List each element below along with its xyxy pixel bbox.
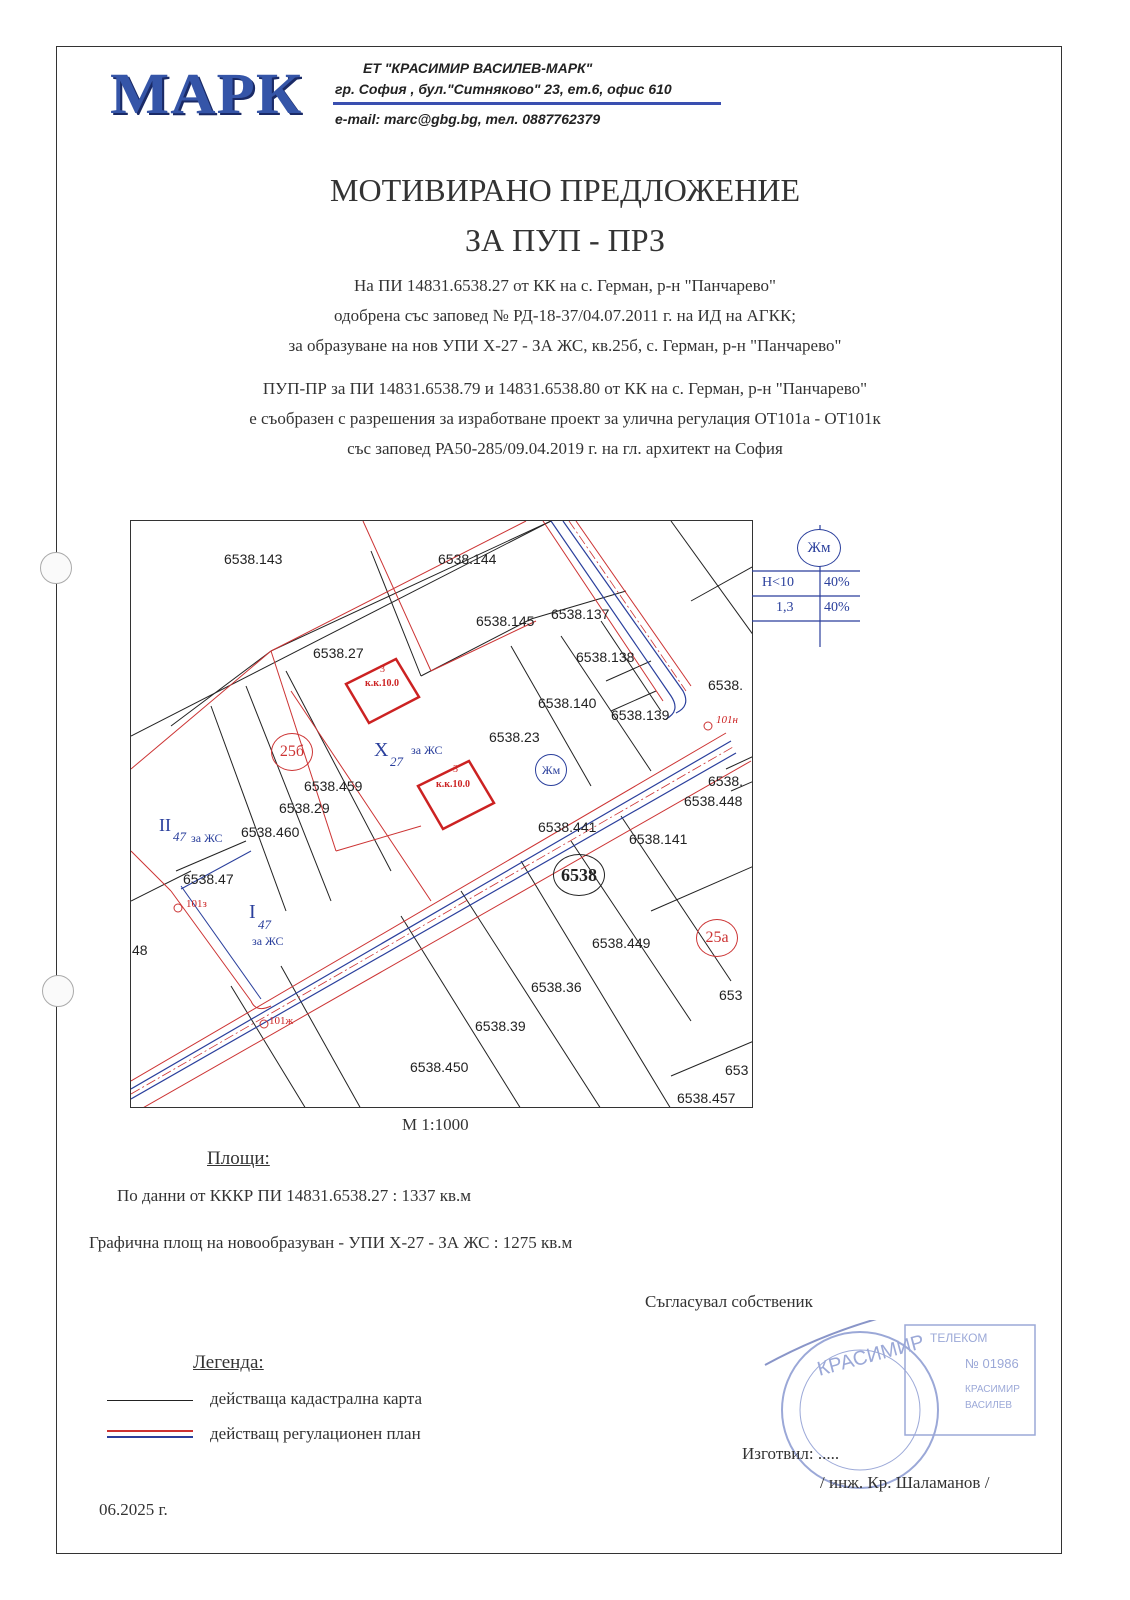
upi-i-roman: I (249, 901, 256, 923)
parcel-label: 6538.441 (538, 819, 597, 835)
parcel-label: 6538.138 (576, 649, 635, 665)
parcel-label: 653 (719, 987, 743, 1003)
parcel-label: 6538.36 (531, 979, 582, 995)
parcel-label: 6538.449 (592, 935, 651, 951)
owner-agreed: Съгласувал собственик (645, 1292, 813, 1311)
building-floors: 3 (453, 764, 458, 775)
parcel-label: 6538.47 (183, 871, 234, 887)
parcel-label: 6538.450 (410, 1059, 469, 1075)
company-name: ЕТ "КРАСИМИР ВАСИЛЕВ-МАРК" (363, 60, 593, 76)
upi-i-use: за ЖС (252, 934, 284, 948)
cadastral-map (130, 520, 753, 1108)
map-scale: М 1:1000 (402, 1115, 469, 1134)
point-label: 101н (716, 714, 738, 726)
stamp-text: КРАСИМИР (815, 1331, 927, 1381)
areas-line-1: По данни от КККР ПИ 14831.6538.27 : 1337 кв.м (117, 1186, 472, 1205)
upi-x-use: за ЖС (411, 743, 443, 757)
parcel-label: 48 (132, 942, 148, 958)
punch-hole (42, 975, 74, 1007)
zone-circle: 25а (696, 919, 738, 957)
note-line-3: със заповед РА50-285/09.04.2019 г. на гл. архитект на София (347, 439, 783, 458)
company-address: гр. София , бул."Ситняково" 23, ет.6, офис 610 (335, 81, 672, 97)
parcel-label: 6538.143 (224, 551, 283, 567)
parcel-label: 653 (725, 1062, 749, 1078)
upi-ii-roman: II (159, 815, 171, 835)
parcel-label: 6538.23 (489, 729, 540, 745)
point-label: 101ж (269, 1015, 294, 1027)
legend-item-regulation: действащ регулационен план (210, 1424, 421, 1443)
building-level: к.к.10.0 (436, 779, 471, 790)
intro-line-2: одобрена със заповед № РД-18-37/04.07.2011 г. на ИД на АГКК; (333, 306, 797, 325)
parcel-label: 6538.139 (611, 707, 670, 723)
company-logo: МАРК (110, 61, 303, 126)
block-id-circle: 6538 (553, 854, 605, 896)
legend-line-cadastre (107, 1400, 193, 1401)
zone-mark-circle: Жм (535, 754, 567, 786)
parcel-label: 6538.457 (677, 1090, 736, 1106)
building-floors: 3 (380, 664, 385, 675)
parcel-label: 6538.459 (304, 778, 363, 794)
parcel-label: 6538.145 (476, 613, 535, 629)
legend-item-cadastre: действаща кадастрална карта (210, 1389, 423, 1408)
title-line-1: МОТИВИРАНО ПРЕДЛОЖЕНИЕ (330, 172, 800, 208)
parcel-label: 6538.448 (684, 793, 743, 809)
parcel-label: 6538.140 (538, 695, 597, 711)
stamp-text: ВАСИЛЕВ (965, 1400, 1013, 1411)
upi-x-sub: 27 (390, 754, 403, 769)
parcel-label: 6538.27 (313, 645, 364, 661)
legend-line-regulation-blue (107, 1436, 193, 1438)
parcel-label: 6538. (708, 677, 744, 693)
parcel-label: 6538.39 (475, 1018, 526, 1034)
header-underline (333, 102, 721, 105)
engineer-name: / инж. Кр. Шаламанов / (820, 1473, 990, 1492)
intro-line-1: На ПИ 14831.6538.27 от КК на с. Герман, р-н "Панчарево" (354, 276, 776, 295)
stamp-text: ТЕЛЕКОМ (930, 1331, 988, 1345)
parcel-label: 6538.137 (551, 606, 610, 622)
parcel-label: 6538.29 (279, 800, 330, 816)
zone-table-kint: 1,3 (776, 600, 794, 615)
parcel-label: 6538.144 (438, 551, 497, 567)
zone-circle: 25б (271, 733, 313, 771)
zone-table-height: Н<10 (762, 575, 795, 590)
upi-ii-use: за ЖС (191, 831, 223, 845)
note-line-2: е съобразен с разрешения за изработване проект за улична регулация ОТ101а - ОТ101к (249, 409, 881, 428)
upi-i-sub: 47 (258, 917, 271, 932)
areas-line-2: Графична площ на новообразуван - УПИ Х-27 - ЗА ЖС : 1275 кв.м (89, 1233, 573, 1252)
point-label: 101з (186, 898, 207, 910)
company-contact: e-mail: marc@gbg.bg, тел. 0887762379 (335, 111, 601, 127)
prepared-by: Изготвил: ..... (742, 1444, 840, 1463)
areas-heading: Площи: (207, 1148, 270, 1169)
punch-hole (40, 552, 72, 584)
title-line-2: ЗА ПУП - ПРЗ (465, 222, 665, 258)
legend-heading: Легенда: (193, 1352, 264, 1373)
zone-table-density: 40% (824, 575, 850, 590)
upi-ii-sub: 47 (173, 829, 186, 844)
parcel-label: 6538.460 (241, 824, 300, 840)
company-stamp (760, 1320, 1040, 1490)
legend-line-regulation-red (107, 1430, 193, 1432)
parcel-label: 6538. (708, 773, 744, 789)
upi-x-roman: Х (374, 739, 389, 761)
zone-indicator-table (752, 525, 860, 647)
zone-table-mark: Жм (797, 529, 841, 567)
note-line-1: ПУП-ПР за ПИ 14831.6538.79 и 14831.6538.80 от КК на с. Герман, р-н "Панчарево" (262, 379, 868, 398)
map-drawing (131, 521, 753, 1108)
intro-line-3: за образуване на нов УПИ Х-27 - ЗА ЖС, кв.25б, с. Герман, р-н "Панчарево" (288, 336, 842, 355)
stamp-text: № 01986 (965, 1356, 1019, 1371)
zone-table-green: 40% (824, 600, 850, 615)
company-info (335, 58, 721, 130)
building-level: к.к.10.0 (365, 678, 400, 689)
document-date: 06.2025 г. (99, 1500, 168, 1519)
stamp-text: КРАСИМИР (965, 1384, 1020, 1395)
parcel-label: 6538.141 (629, 831, 688, 847)
